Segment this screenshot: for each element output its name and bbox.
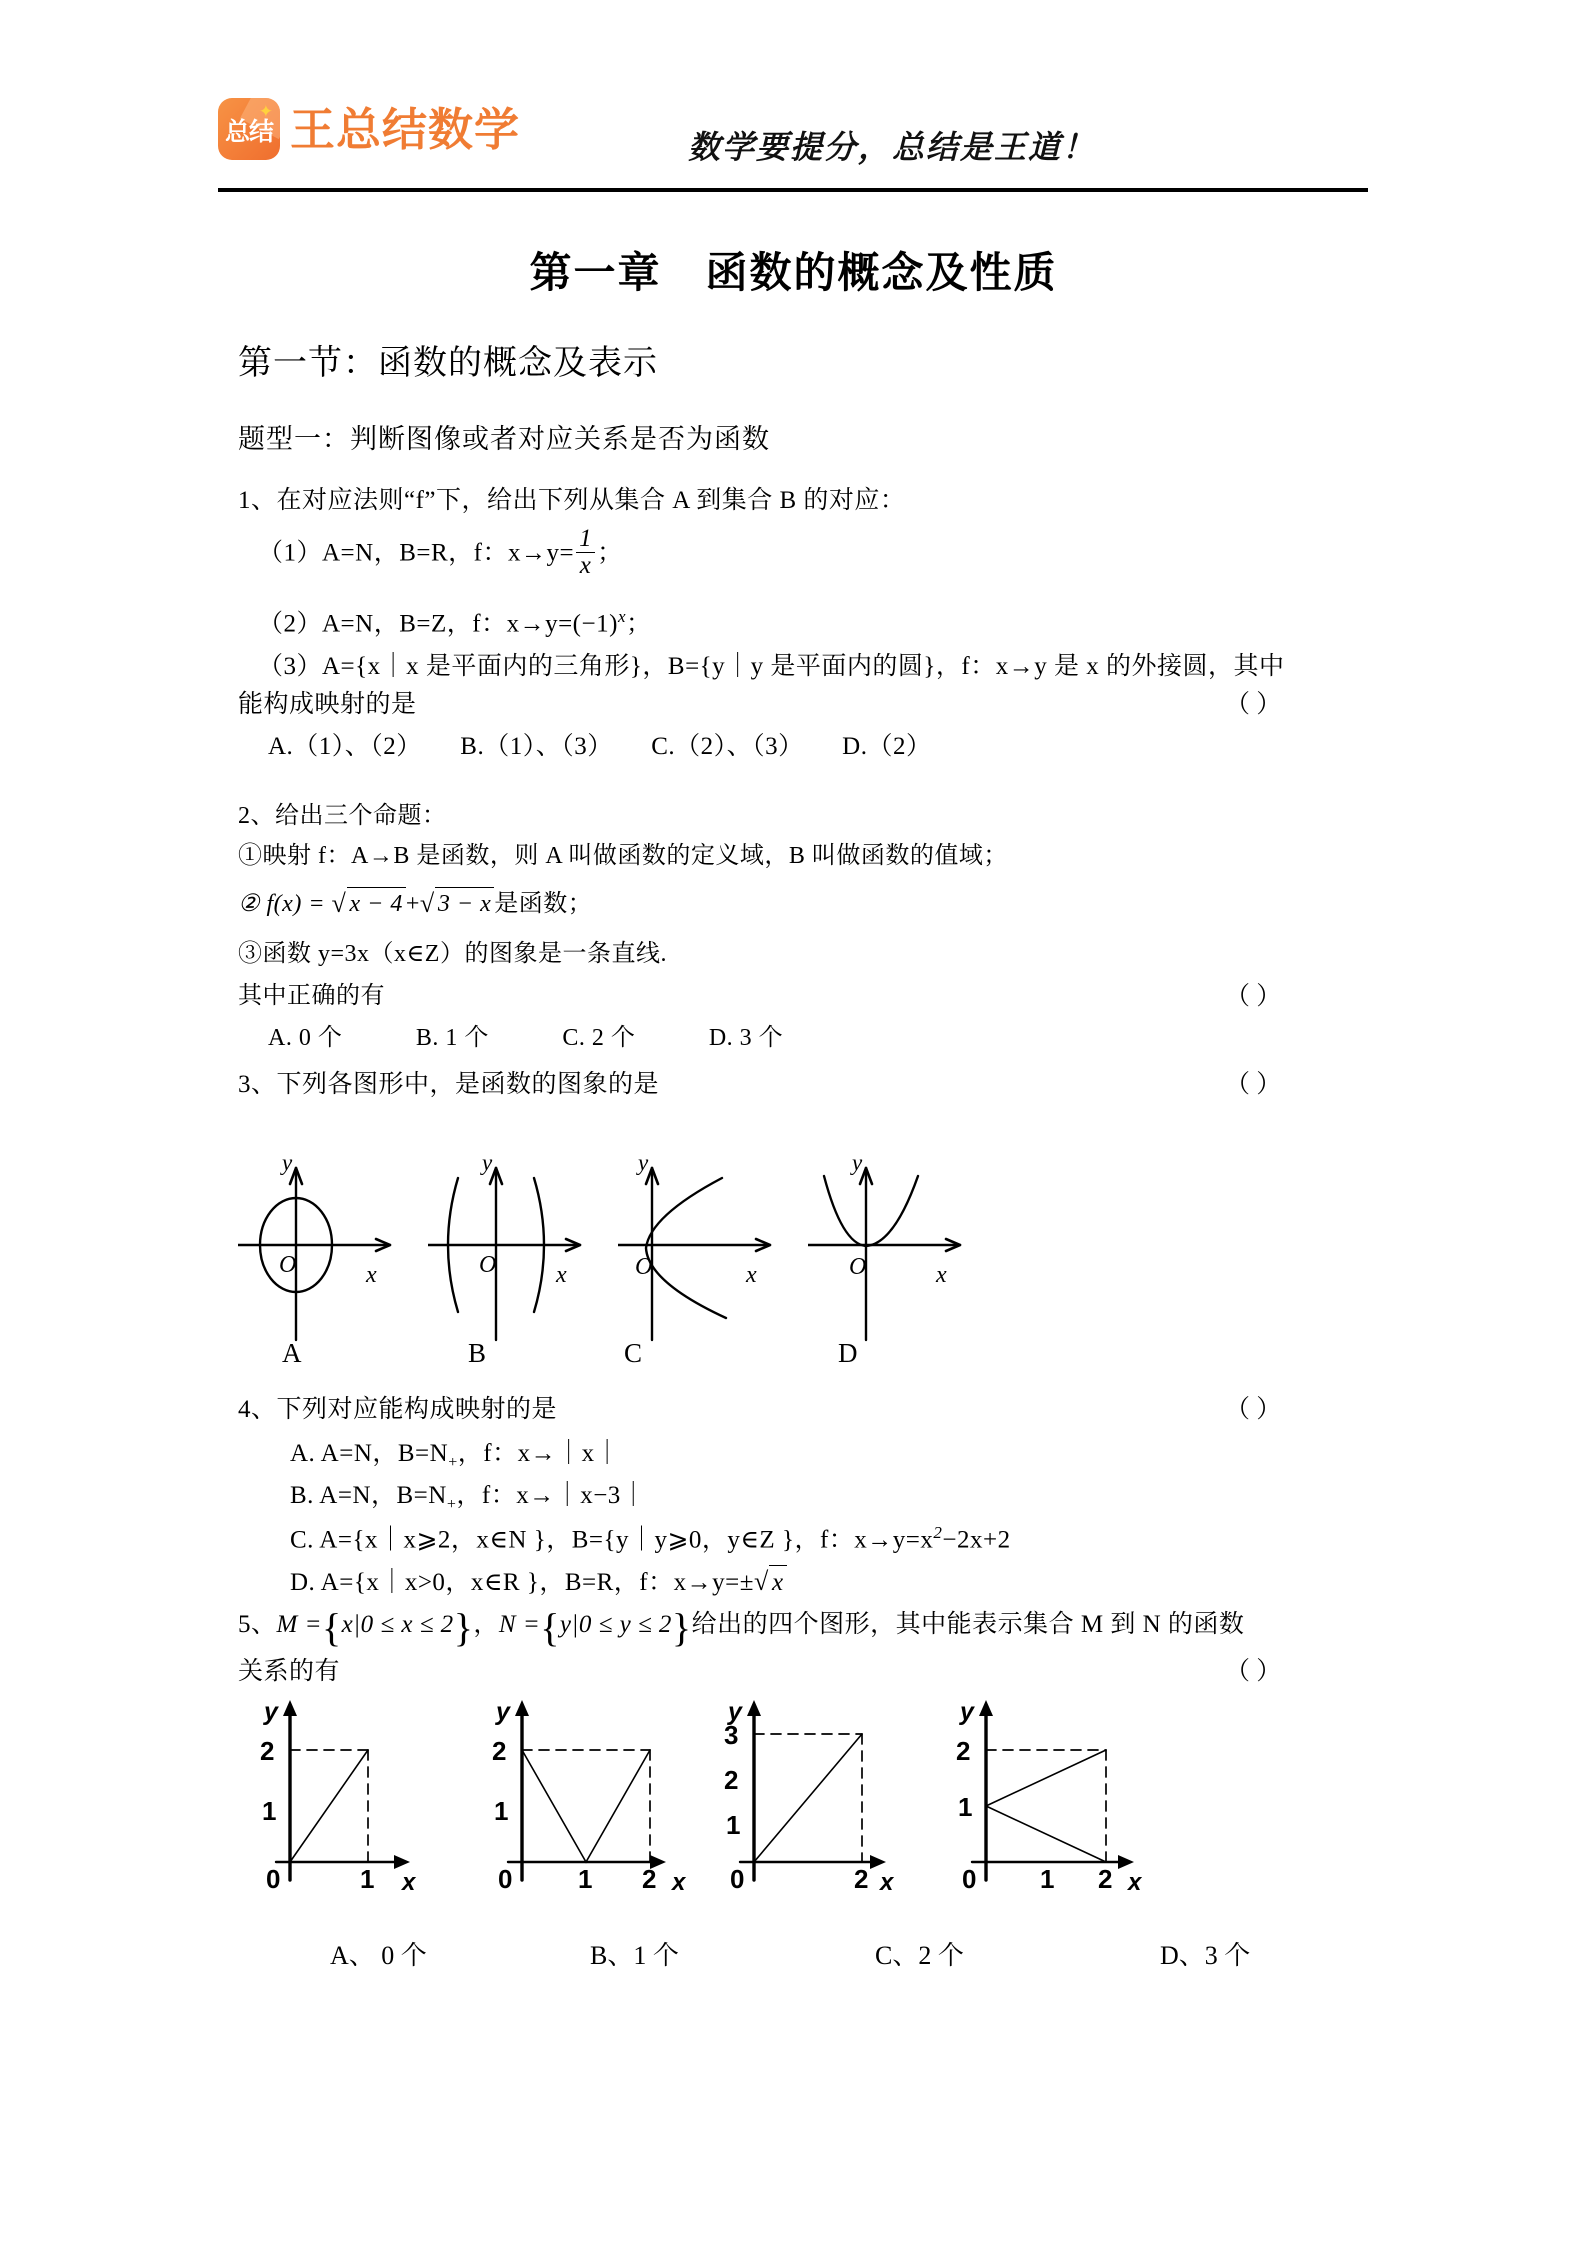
q5-set-n-label: N = (498, 1611, 541, 1638)
fraction-denominator: x (576, 552, 595, 579)
q4-option-b-pre: B. A=N，B=N (290, 1482, 447, 1509)
q1-item-2 (258, 605, 652, 642)
q3-figure-c (618, 1140, 803, 1390)
q5-graph-4 (946, 1690, 1176, 1900)
y-tick-1: 1 (262, 1796, 277, 1826)
q1-item-2-exponent: x (617, 607, 626, 626)
q4-option-a-sub: + (448, 1454, 458, 1471)
q5-options-row (330, 1935, 1330, 1975)
q3-graph-parabola-up (808, 1140, 993, 1350)
q5-figure-2 (482, 1690, 707, 1905)
q5-set-m-label: M = (276, 1611, 322, 1638)
q3-figure-d-label: D (838, 1338, 858, 1368)
q5-graph-1 (250, 1690, 480, 1900)
radical-sqrt-x (754, 1563, 787, 1601)
q1-item-3-line1: （3）A={x｜x 是平面内的三角形}，B={y｜y 是平面内的圆}，f：x→y 是 x 的外接圆，其中 (258, 653, 1285, 680)
q4-option-b[interactable] (290, 1479, 646, 1516)
x-tick-2: 2 (854, 1864, 869, 1894)
section-title: 第一节：函数的概念及表示 (238, 344, 658, 382)
q1-item-2-text: （2）A=N，B=Z，f：x→y=(−1) (258, 610, 618, 638)
q5-stem-line1 (238, 1605, 1245, 1650)
y-axis-label: y (496, 1698, 510, 1726)
q2-prop-2-prefix: ② f(x) = (238, 891, 326, 917)
radical-3-minus-x (420, 885, 494, 921)
q2-prop-3: ③函数 y=3x（x∈Z）的图象是一条直线. (238, 941, 667, 967)
q4-option-b-post: ，f：x→｜x−3｜ (456, 1482, 647, 1509)
q4-option-b-sub: + (446, 1496, 457, 1513)
y-tick-1: 1 (958, 1792, 973, 1822)
origin-label: O (279, 1252, 297, 1278)
q3-figure-a (238, 1140, 423, 1390)
q5-graph-3 (714, 1690, 944, 1900)
q3-figure-b (428, 1140, 613, 1390)
brand-slogan: 数学要提分，总结是王道！ (688, 129, 1097, 165)
q3-graph-parabola-right (618, 1140, 803, 1350)
q3-graph-hyperbola (428, 1140, 613, 1350)
q5-option-c[interactable]: C、2 个 (875, 1941, 964, 1970)
q3-figure-row (238, 1140, 998, 1390)
q3-figure-b-label: B (468, 1338, 487, 1368)
question-type-title: 题型一：判断图像或者对应关系是否为函数 (238, 424, 770, 454)
q4-option-a[interactable] (290, 1437, 620, 1474)
q2-prop-2-plus: + (405, 891, 420, 917)
x-axis-label: x (1128, 1869, 1142, 1896)
origin-label: 0 (498, 1864, 513, 1894)
q5-graph-2 (482, 1690, 712, 1900)
q1-stem: 1、在对应法则“f”下，给出下列从集合 A 到集合 B 的对应： (238, 487, 906, 514)
y-tick-1: 1 (494, 1796, 509, 1826)
q5-figure-row (250, 1690, 1250, 1905)
q2-prop-1: ①映射 f：A→B 是函数，则 A 叫做函数的定义域，B 叫做函数的值域； (238, 843, 1008, 869)
x-axis-label: x (366, 1262, 377, 1288)
brace-close-m: } (453, 1605, 474, 1650)
q5-figure-1 (250, 1690, 475, 1905)
q1-item-1-suffix: ； (597, 539, 623, 567)
q5-stem-number: 5、 (238, 1611, 277, 1638)
q4-option-a-post: ，f：x→｜x｜ (457, 1440, 621, 1467)
brand-name: 王总结数学 (290, 103, 521, 155)
q4-option-c-post: −2x+2 (942, 1526, 1011, 1554)
x-tick-1: 1 (360, 1864, 375, 1894)
q5-option-d[interactable]: D、3 个 (1160, 1941, 1251, 1970)
radical-x-minus-4 (332, 885, 406, 921)
q3-stem: 3、下列各图形中，是函数的图象的是 (238, 1071, 660, 1098)
q5-set-n-body: y|0 ≤ y ≤ 2 (559, 1611, 672, 1638)
logo-badge-icon (218, 98, 280, 160)
q5-figure-4 (946, 1690, 1171, 1905)
q4-option-a-pre: A. A=N，B=N (290, 1440, 449, 1467)
y-axis-label: y (482, 1150, 493, 1175)
origin-label: O (849, 1254, 867, 1280)
x-axis-label: x (402, 1869, 416, 1896)
q5-option-b[interactable]: B、1 个 (590, 1941, 679, 1970)
y-axis-label: y (960, 1698, 974, 1726)
x-axis-label: x (880, 1869, 894, 1896)
q1-item-1-prefix: （1）A=N，B=R，f：x→y= (258, 539, 575, 567)
y-tick-2: 2 (724, 1765, 739, 1795)
brace-open-m: { (321, 1605, 342, 1650)
x-axis-label: x (672, 1869, 686, 1896)
fraction-numerator: 1 (579, 525, 593, 552)
y-tick-1: 1 (726, 1810, 741, 1840)
q5-option-a[interactable]: A、 0 个 (330, 1941, 427, 1970)
brace-open-n: { (540, 1605, 560, 1650)
q5-answer-blank[interactable]: （ ） (1225, 1658, 1282, 1685)
q2-tail: 其中正确的有 (238, 983, 385, 1009)
y-axis-label: y (264, 1698, 278, 1726)
q2-prop-2 (238, 885, 592, 921)
brand-logo (218, 98, 520, 160)
x-tick-2: 2 (1098, 1864, 1113, 1894)
q2-stem: 2、给出三个命题： (238, 803, 447, 829)
y-axis-label: y (852, 1150, 863, 1175)
y-axis-label: y (282, 1150, 293, 1175)
q4-stem: 4、下列对应能构成映射的是 (238, 1396, 558, 1423)
q5-stem-line2: 关系的有 (238, 1658, 341, 1685)
q3-figure-c-label: C (624, 1338, 643, 1368)
x-tick-2: 2 (642, 1864, 657, 1894)
q3-figure-d (808, 1140, 993, 1390)
y-tick-2: 2 (260, 1736, 275, 1766)
y-tick-3: 3 (724, 1720, 739, 1750)
q4-option-c-exponent: 2 (933, 1523, 943, 1542)
radical-body: x − 4 (347, 887, 406, 921)
page-header (218, 80, 1368, 190)
x-axis-label: x (556, 1262, 567, 1288)
q4-option-d[interactable] (290, 1563, 787, 1601)
x-axis-label: x (746, 1262, 757, 1288)
origin-label: 0 (266, 1864, 281, 1894)
q2-prop-2-suffix: 是函数； (494, 891, 593, 917)
logo-badge-label: 总结 (224, 117, 273, 146)
x-tick-1: 1 (578, 1864, 593, 1894)
fraction-one-over-x (576, 526, 595, 580)
q1-item-2-tail: ； (625, 610, 652, 638)
radical-body: x (769, 1565, 787, 1601)
q4-option-d-pre: D. A={x｜x>0，x∈R }，B=R，f：x→y=± (290, 1569, 754, 1596)
q1-item-1 (258, 525, 623, 582)
q2-answer-blank[interactable]: （ ） (1225, 983, 1282, 1010)
radical-body: 3 − x (435, 887, 494, 921)
origin-label: O (479, 1252, 497, 1278)
q2-options[interactable]: A. 0 个 B. 1 个 C. 2 个 D. 3 个 (268, 1025, 784, 1051)
q4-option-c[interactable] (290, 1521, 1011, 1558)
q4-option-c-pre: C. A={x｜x⩾2，x∈N }，B={y｜y⩾0，y∈Z }，f：x→y=x (290, 1526, 934, 1554)
q3-figure-a-label: A (282, 1338, 302, 1368)
header-divider (218, 188, 1368, 192)
origin-label: 0 (962, 1864, 977, 1894)
q5-stem-tail: 给出的四个图形，其中能表示集合 M 到 N 的函数 (691, 1611, 1245, 1638)
brace-close-n: } (671, 1605, 692, 1650)
y-axis-label: y (728, 1698, 742, 1726)
q3-answer-blank[interactable]: （ ） (1225, 1071, 1282, 1098)
q1-answer-blank[interactable]: （ ） (1225, 691, 1282, 718)
y-tick-2: 2 (956, 1736, 971, 1766)
x-tick-1: 1 (1040, 1864, 1055, 1894)
y-tick-2: 2 (492, 1736, 507, 1766)
x-axis-label: x (936, 1262, 947, 1288)
q5-stem-comma: ， (473, 1611, 499, 1638)
q5-set-m-body: x|0 ≤ x ≤ 2 (341, 1611, 454, 1638)
q5-figure-3 (714, 1690, 939, 1905)
q4-answer-blank[interactable]: （ ） (1225, 1396, 1282, 1423)
q1-item-3-line2: 能构成映射的是 (238, 691, 417, 718)
q3-graph-circle (238, 1140, 423, 1350)
origin-label: O (635, 1254, 653, 1280)
chapter-title: 第一章 函数的概念及性质 (529, 249, 1058, 296)
y-axis-label: y (638, 1150, 649, 1175)
sparkle-icon: ✦ (258, 102, 273, 121)
q1-options[interactable]: A.（1）、（2） B.（1）、（3） C.（2）、（3） D.（2） (268, 733, 932, 760)
origin-label: 0 (730, 1864, 745, 1894)
